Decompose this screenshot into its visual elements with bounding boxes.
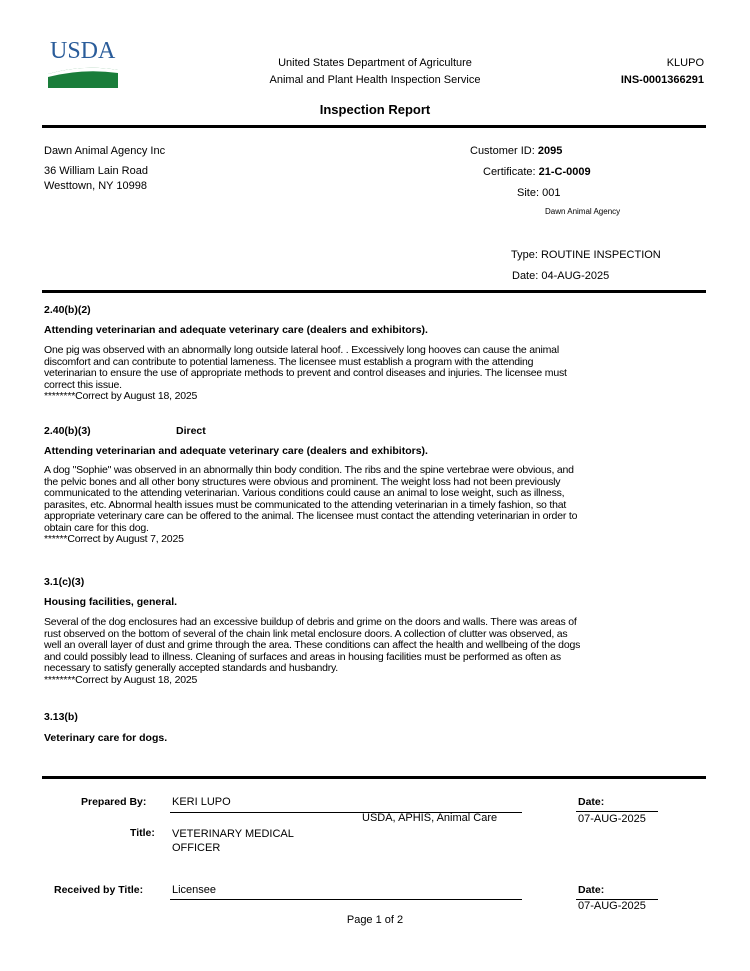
inspection-date — [512, 268, 609, 284]
licensee-name: Dawn Animal Agency Inc — [44, 145, 166, 157]
title-value — [172, 827, 294, 855]
citation-2-line: the pelvic bones and all other bony structures were obvious and prominent. The weight loss had not been previously — [44, 475, 561, 488]
prepared-by-label: Prepared By: — [81, 796, 147, 808]
usda-logo — [48, 40, 118, 90]
citation-1-line: correct this issue. — [44, 378, 122, 391]
title-line-1: VETERINARY MEDICAL — [172, 828, 294, 840]
date-label: Date: — [512, 270, 539, 282]
agency-line-1: United States Department of Agriculture — [278, 57, 472, 69]
inspection-id: INS-0001366291 — [620, 74, 704, 86]
usda-logo-text: USDA — [50, 38, 116, 64]
usda-logo-swoosh — [48, 66, 118, 88]
citation-3-body — [44, 617, 706, 686]
inspector-code: KLUPO — [666, 57, 704, 69]
citation-3-correct-by: ********Correct by August 18, 2025 — [44, 673, 198, 686]
title-line-2: OFFICER — [172, 842, 221, 854]
received-by-line — [170, 899, 522, 900]
citation-3-code: 3.1(c)(3) — [44, 576, 85, 588]
header-divider — [42, 125, 706, 128]
report-title: Inspection Report — [319, 102, 431, 117]
licensee-address-2: Westtown, NY 10998 — [44, 180, 147, 192]
type-value: ROUTINE INSPECTION — [540, 249, 661, 261]
certificate-value: 21-C-0009 — [538, 166, 591, 178]
date-value: 04-AUG-2025 — [541, 270, 610, 282]
site-name: Dawn Animal Agency — [545, 207, 621, 216]
citation-3-line: necessary to satisfy generally accepted standards and husbandry. — [44, 662, 339, 674]
received-by-label: Received by Title: — [54, 884, 144, 896]
prepared-date-label: Date: — [578, 796, 605, 808]
citation-1-line: discomfort and can contribute to potential lameness. The licensee must establish a program with the attending — [44, 355, 534, 368]
citation-2-flag: Direct — [176, 425, 206, 437]
citation-4-heading: Veterinary care for dogs. — [44, 732, 168, 744]
customer-id — [470, 143, 562, 159]
received-by-value: Licensee — [172, 884, 217, 896]
title-label: Title: — [130, 827, 155, 839]
prepared-date-value: 07-AUG-2025 — [578, 813, 646, 825]
prepared-by-org: USDA, APHIS, Animal Care — [362, 812, 498, 824]
received-date-value: 07-AUG-2025 — [578, 900, 646, 912]
citation-1-line: veterinarian to ensure the use of appropriate methods to prevent and control diseases and injuries. The licensee must — [44, 367, 567, 379]
received-date-label: Date: — [578, 884, 605, 896]
citation-2-code: 2.40(b)(3) — [44, 425, 91, 437]
type-label: Type: — [511, 249, 538, 261]
prepared-by-value: KERI LUPO — [172, 796, 231, 808]
prepared-date-line — [576, 811, 658, 812]
citation-4-code: 3.13(b) — [44, 711, 78, 723]
citation-2-line: obtain care for this dog. — [44, 521, 149, 534]
customer-id-label: Customer ID: — [470, 145, 535, 157]
citation-2-heading: Attending veterinarian and adequate veterinary care (dealers and exhibitors). — [44, 445, 428, 457]
citation-3-line: Several of the dog enclosures had an excessive buildup of debris and grime on the doors and walls. There was areas of — [44, 616, 577, 628]
citation-1-heading: Attending veterinarian and adequate veterinary care (dealers and exhibitors). — [44, 324, 428, 336]
citation-2-line: communicated to the attending veterinarian. Various conditions could cause an animal to lose weight, such as illness, — [44, 487, 565, 499]
citation-1-line: One pig was observed with an abnormally long outside lateral hoof. . Excessively long hooves can cause the animal — [44, 344, 559, 356]
citation-2-line: A dog "Sophie" was observed in an abnormally thin body condition. The ribs and the spine vertebrae were obvious, and — [44, 464, 574, 476]
agency-line-2: Animal and Plant Health Inspection Service — [269, 74, 481, 86]
site-value: 001 — [542, 187, 561, 199]
inspection-type — [511, 247, 661, 263]
customer-id-value: 2095 — [537, 145, 563, 157]
citation-1-correct-by: ********Correct by August 18, 2025 — [44, 390, 198, 402]
citation-1-code: 2.40(b)(2) — [44, 304, 91, 316]
citation-3-line: rust observed on the bottom of several of the chain link metal enclosure doors. A collection of clutter was observed, as — [44, 627, 568, 640]
report-ids — [621, 55, 704, 89]
page-number: Page 1 of 2 — [346, 914, 404, 926]
site — [517, 185, 560, 201]
citation-3-line: and could possibly lead to illness. Cleaning of surfaces and areas in housing facilities must be performed as often as — [44, 650, 561, 663]
citation-2-line: parasites, etc. Abnormal health issues must be communicated to the attending veterinarian in a timely fashion, so that — [44, 498, 567, 511]
section-divider — [42, 290, 706, 293]
certificate-label: Certificate: — [483, 166, 536, 178]
citation-1-body — [44, 345, 706, 403]
citation-3-heading: Housing facilities, general. — [44, 596, 178, 608]
citation-2-line: appropriate veterinary care can be offered to the animal. The licensee must contact the attending veterinarian in order to — [44, 510, 578, 522]
citation-3-line: well an overall layer of dust and grime through the area. These conditions can affect the health and wellbeing of the dogs — [44, 639, 581, 651]
footer-divider — [42, 776, 706, 779]
licensee-address-1: 36 William Lain Road — [44, 165, 148, 177]
agency-name — [200, 55, 550, 89]
site-label: Site: — [517, 187, 540, 199]
certificate — [483, 164, 591, 180]
citation-2-body — [44, 465, 706, 546]
citation-2-correct-by: ******Correct by August 7, 2025 — [44, 533, 184, 545]
